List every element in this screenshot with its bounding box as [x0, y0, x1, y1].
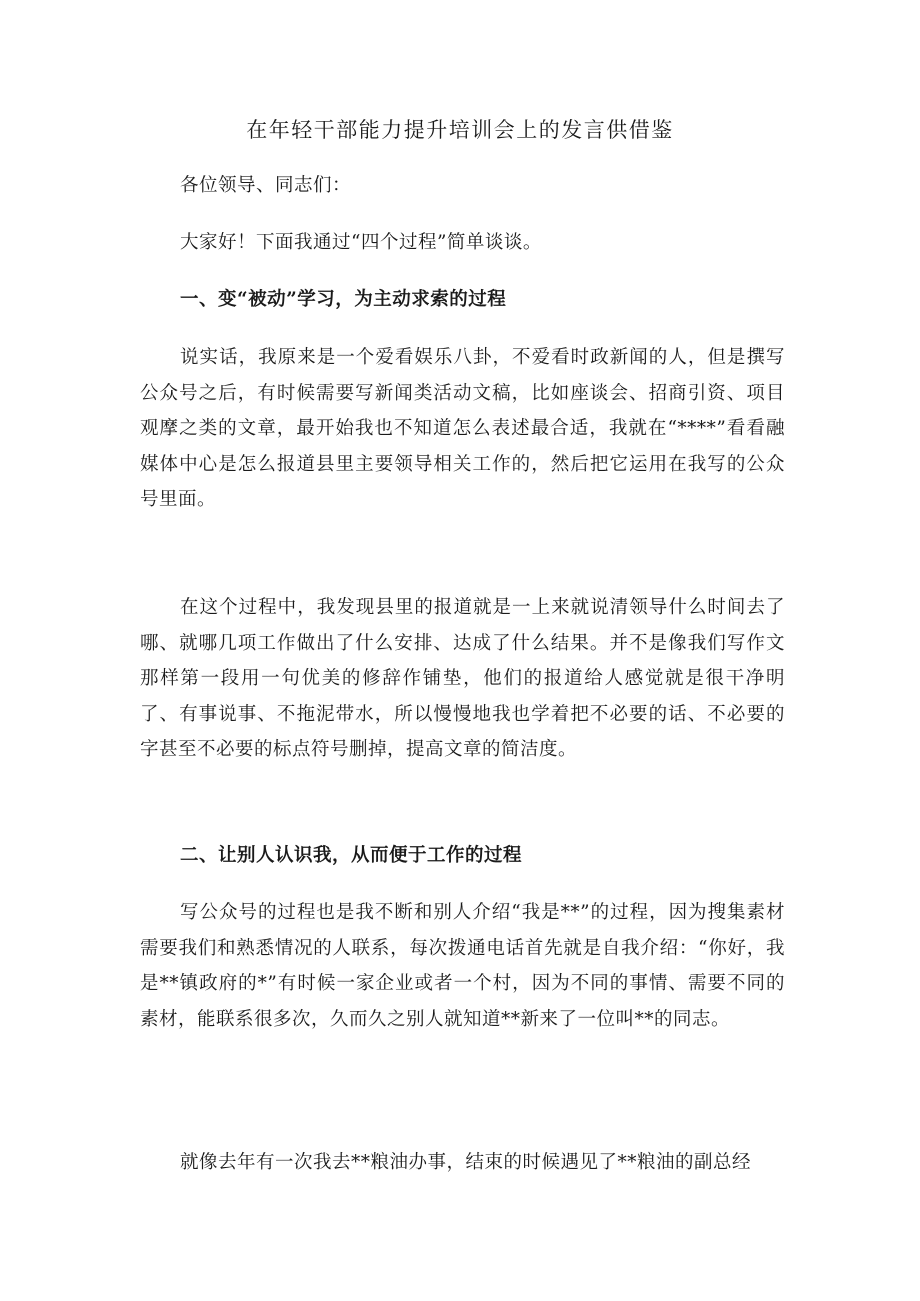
section-2-paragraph-1: 写公众号的过程也是我不断和别人介绍“我是**”的过程，因为搜集素材需要我们和熟悉情况的人联系，每次拨通电话首先就是自我介绍：“你好，我是**镇政府的*”有时候一家企业或者一个村，因为不同的事情、需要不同的素材，能联系很多次，久而久之别人就知道**新来了一位叫**的同志。	[140, 902, 785, 1030]
section-2-heading: 二、让别人认识我，从而便于工作的过程	[180, 845, 523, 866]
section-2-paragraph-2: 就像去年有一次我去**粮油办事，结束的时候遇见了**粮油的副总经	[180, 1152, 752, 1173]
section-1-heading: 一、变“被动”学习，为主动求索的过程	[180, 289, 507, 310]
section-1-paragraph-1: 说实话，我原来是一个爱看娱乐八卦，不爱看时政新闻的人，但是撰写公众号之后，有时候需要写新闻类活动文稿，比如座谈会、招商引资、项目观摩之类的文章，最开始我也不知道怎么表述最合适，我就在“****”看看融媒体中心是怎么报道县里主要领导相关工作的，然后把它运用在我写的公众号里面。	[140, 347, 785, 510]
greeting: 各位领导、同志们：	[180, 175, 352, 196]
section-1-paragraph-2: 在这个过程中，我发现县里的报道就是一上来就说清领导什么时间去了哪、就哪几项工作做出了什么安排、达成了什么结果。并不是像我们写作文那样第一段用一句优美的修辞作铺垫，他们的报道给人感觉就是很干净明了、有事说事、不拖泥带水，所以慢慢地我也学着把不必要的话、不必要的字甚至不必要的标点符号删掉，提高文章的简洁度。	[140, 597, 785, 760]
intro-paragraph: 大家好！下面我通过“四个过程”简单谈谈。	[180, 232, 542, 253]
document-title: 在年轻干部能力提升培训会上的发言供借鉴	[246, 118, 674, 142]
